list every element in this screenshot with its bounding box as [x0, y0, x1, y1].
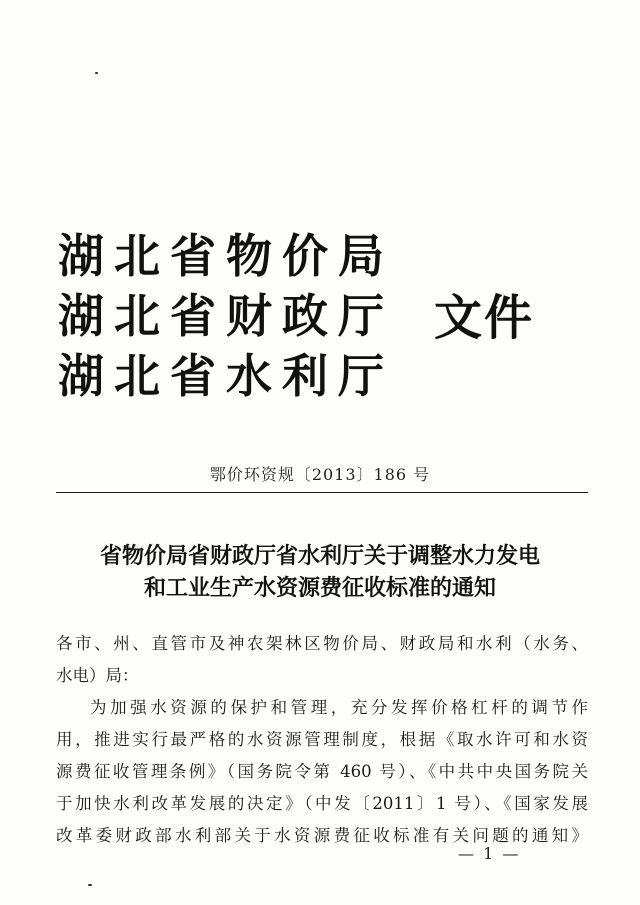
document-body: [56, 628, 588, 852]
page-number: — 1 —: [458, 844, 521, 863]
body-line: 用，推进实行最严格的水资源管理制度，根据《取水许可和水资: [56, 730, 588, 749]
scan-speck: [95, 72, 98, 74]
issuer-line: 湖北省物价局: [58, 229, 394, 283]
salutation-line: 各市、州、直管市及神农架林区物价局、财政局和水利（水务、: [56, 634, 588, 653]
title-line: 和工业生产水资源费征收标准的通知: [143, 576, 496, 601]
scan-speck: [88, 884, 92, 886]
document-title: [0, 541, 640, 605]
body-line: 改革委财政部水利部关于水资源费征收标准有关问题的通知》: [56, 826, 588, 845]
title-line: 省物价局省财政厅省水利厅关于调整水力发电: [99, 544, 540, 569]
issuer-line: 湖北省水利厅: [58, 349, 394, 403]
header-divider: [56, 492, 588, 493]
document-suffix: 文件: [434, 290, 535, 346]
body-line: 于加快水利改革发展的决定》（中发〔2011〕1 号）、《国家发展: [56, 794, 588, 813]
issuing-agencies: [58, 226, 394, 406]
salutation-line: 水电）局：: [56, 666, 139, 685]
body-line: 为加强水资源的保护和管理，充分发挥价格杠杆的调节作: [90, 698, 588, 717]
body-line: 源费征收管理条例》（国务院令第 460 号）、《中共中央国务院关: [56, 762, 588, 781]
issuer-line: 湖北省财政厅: [58, 289, 394, 343]
document-number: 鄂价环资规〔2013〕186 号: [209, 465, 431, 484]
